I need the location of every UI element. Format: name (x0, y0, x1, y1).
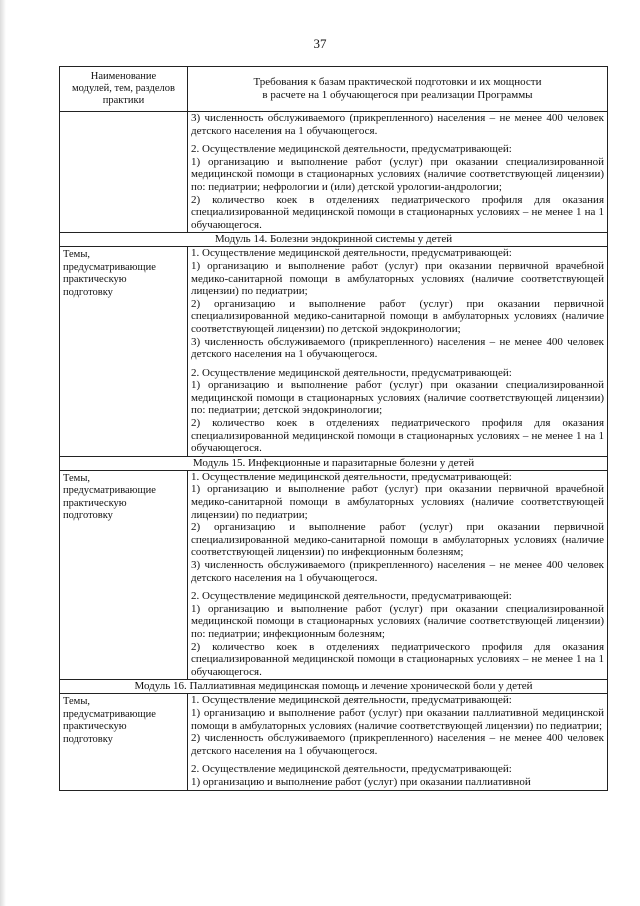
header-col-modules (60, 67, 188, 112)
requirement-line: 2. Осуществление медицинской деятельности, предусматривающей: (191, 763, 512, 776)
theme-line: Темы, (63, 472, 90, 484)
requirements-block (191, 694, 604, 757)
requirement-line: 2) количество коек в отделениях педиатрического профиля для оказания специализированной медицинской помощи в стационарных условиях – не менее 1 на 1 обучающегося. (191, 193, 604, 231)
requirement-line: 2. Осуществление медицинской деятельности, предусматривающей: (191, 143, 512, 156)
table-row (60, 694, 608, 790)
requirements-cell (188, 694, 608, 790)
requirements-block (191, 247, 604, 360)
requirement-line: 3) численность обслуживаемого (прикрепленного) населения – не менее 400 человек детского населения на 1 обучающегося. (191, 559, 604, 584)
requirements-block (191, 367, 604, 455)
requirement-line: 2) численность обслуживаемого (прикрепленного) населения – не менее 400 человек детского населения на 1 обучающегося. (191, 732, 604, 757)
theme-line: подготовку (63, 733, 113, 745)
header-col2-line: в расчете на 1 обучающегося при реализации Программы (262, 89, 533, 101)
header-col1-line: модулей, тем, разделов (72, 83, 175, 94)
requirements-cell (188, 470, 608, 680)
module-title: Модуль 16. Паллиативная медицинская помощь и лечение хронической боли у детей (60, 680, 608, 694)
theme-line: Темы, (63, 249, 90, 261)
theme-line: предусматривающие (63, 485, 156, 497)
theme-line: предусматривающие (63, 261, 156, 273)
requirement-line: 2) организацию и выполнение работ (услуг) при оказании первичной специализированной медико-санитарной помощи в амбулаторных условиях (наличие соответствующей лицензии) по детской эндокринологии; (191, 297, 604, 335)
table-header-row (60, 67, 608, 112)
requirement-line: 1. Осуществление медицинской деятельности, предусматривающей: (191, 247, 512, 260)
requirement-line: 1) организацию и выполнение работ (услуг) при оказании специализированной медицинской помощи в стационарных условиях (наличие соответствующей лицензии) по: педиатрии; инфекционным болезням; (191, 602, 604, 640)
requirements-block (191, 471, 604, 584)
requirement-line: 1) организацию и выполнение работ (услуг) при оказании специализированной медицинской помощи в стационарных условиях (наличие соответствующей лицензии) по: педиатрии; детской эндокринологии; (191, 379, 604, 417)
theme-line: Темы, (63, 696, 90, 708)
requirements-block (191, 590, 604, 678)
requirement-line: 2) количество коек в отделениях педиатрического профиля для оказания специализированной медицинской помощи в стационарных условиях – не менее 1 на 1 обучающегося. (191, 640, 604, 678)
requirement-line: 1) организацию и выполнение работ (услуг) при оказании паллиативной медицинской помощи в амбулаторных условиях (наличие соответствующей лицензии) по педиатрии; (191, 706, 604, 732)
theme-cell (60, 470, 188, 680)
module-title: Модуль 15. Инфекционные и паразитарные болезни у детей (60, 456, 608, 470)
requirement-line: 1) организацию и выполнение работ (услуг) при оказании паллиативной (191, 775, 531, 788)
module-title-row (60, 233, 608, 247)
requirement-line: 2. Осуществление медицинской деятельности, предусматривающей: (191, 366, 512, 379)
requirement-line: 1) организацию и выполнение работ (услуг) при оказании первичной врачебной медико-санитарной помощи в амбулаторных условиях (наличие соответствующей лицензии) по педиатрии; (191, 483, 604, 521)
theme-line: практическую (63, 497, 127, 509)
header-col2-line: Требования к базам практической подготовки и их мощности (253, 76, 542, 88)
table-row (60, 247, 608, 457)
requirements-cell (188, 112, 608, 233)
requirement-line: 1) организацию и выполнение работ (услуг) при оказании специализированной медицинской помощи в стационарных условиях (наличие соответствующей лицензии) по: педиатрии; нефрологии и (или) детской урологии-андрологии; (191, 155, 604, 193)
page-number: 37 (313, 36, 327, 51)
requirement-line: 3) численность обслуживаемого (прикрепленного) населения – не менее 400 человек детского населения на 1 обучающегося. (191, 112, 604, 137)
header-col1-line: Наименование (90, 71, 157, 82)
header-col1-line: практики (102, 95, 145, 106)
theme-line: практическую (63, 274, 127, 286)
requirements-block (191, 143, 604, 231)
theme-line: предусматривающие (63, 708, 156, 720)
table-row (60, 470, 608, 680)
theme-line: подготовку (63, 286, 113, 298)
theme-line: подготовку (63, 510, 113, 522)
requirement-line: 1. Осуществление медицинской деятельности, предусматривающей: (191, 694, 512, 707)
requirements-block (191, 112, 604, 137)
requirement-line: 3) численность обслуживаемого (прикрепленного) населения – не менее 400 человек детского населения на 1 обучающегося. (191, 335, 604, 361)
requirements-block (191, 763, 604, 788)
requirement-line: 2) организацию и выполнение работ (услуг) при оказании первичной специализированной медико-санитарной помощи в амбулаторных условиях (наличие соответствующей лицензии) по инфекционным болезням; (191, 521, 604, 559)
theme-line: практическую (63, 721, 127, 733)
requirement-line: 1. Осуществление медицинской деятельности, предусматривающей: (191, 470, 512, 483)
requirements-cell (188, 247, 608, 457)
requirement-line: 2) количество коек в отделениях педиатрического профиля для оказания специализированной медицинской помощи в стационарных условиях – не менее 1 на 1 обучающегося. (191, 417, 604, 455)
requirement-line: 2. Осуществление медицинской деятельности, предусматривающей: (191, 590, 512, 603)
module-title-row (60, 680, 608, 694)
requirement-line: 1) организацию и выполнение работ (услуг) при оказании первичной врачебной медико-санитарной помощи в амбулаторных условиях (наличие соответствующей лицензии) по педиатрии; (191, 259, 604, 298)
theme-cell (60, 694, 188, 790)
requirements-table (59, 66, 608, 791)
theme-cell-empty (60, 112, 188, 233)
scan-edge-shadow (0, 0, 6, 906)
module-title: Модуль 14. Болезни эндокринной системы у детей (60, 233, 608, 247)
theme-cell (60, 247, 188, 457)
module-title-row (60, 456, 608, 470)
table-row (60, 112, 608, 233)
header-col-requirements (188, 67, 608, 112)
